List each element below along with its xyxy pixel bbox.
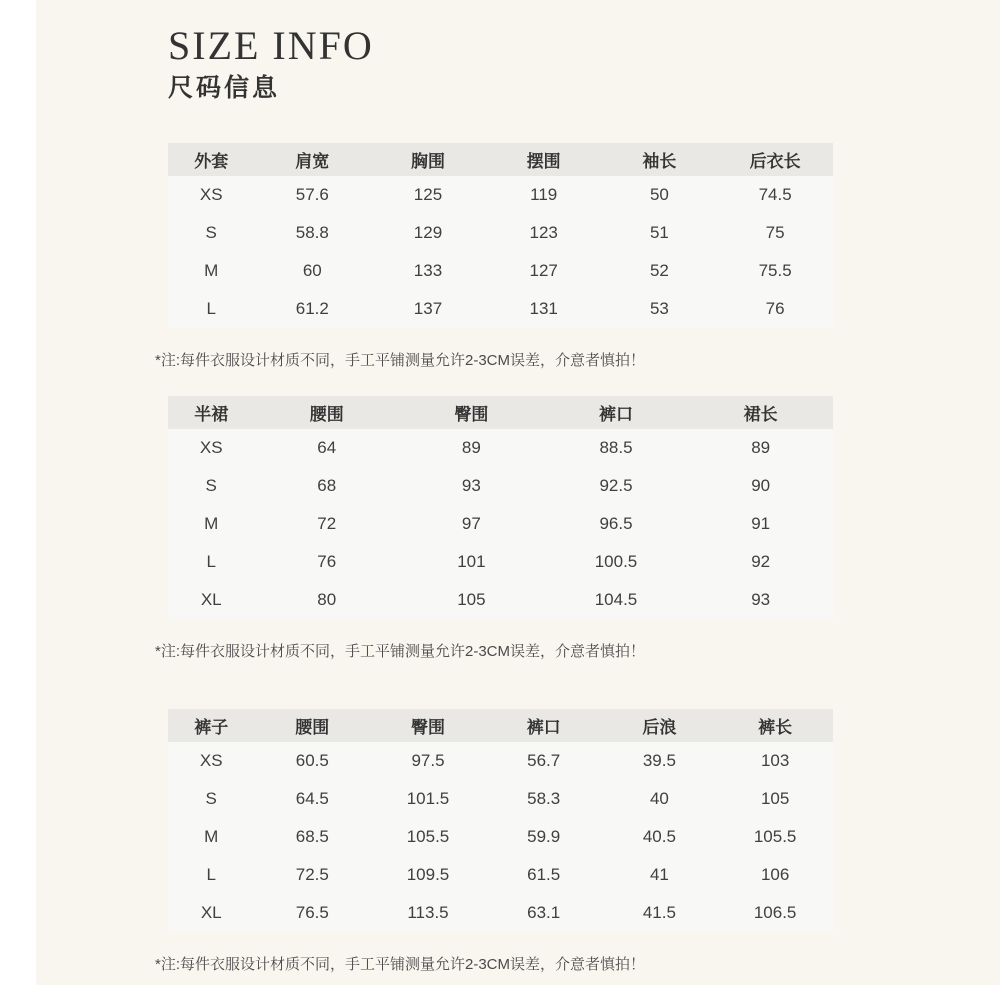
measurement-value: 68 — [317, 475, 337, 495]
size-tables-container — [155, 143, 846, 974]
table-row — [168, 894, 833, 932]
measurement-value: 58.8 — [295, 222, 329, 242]
table-row — [168, 467, 833, 505]
measurement-value: 113.5 — [407, 902, 449, 922]
size-label: L — [206, 298, 216, 318]
measurement-value: 76 — [765, 298, 785, 318]
size-info-panel — [36, 0, 1000, 985]
table-row — [168, 429, 833, 467]
measurement-value: 51 — [649, 222, 669, 242]
size-section-3 — [155, 709, 846, 974]
measurement-value: 39.5 — [642, 750, 676, 770]
measurement-value: 60.5 — [295, 750, 329, 770]
measurement-value: 96.5 — [599, 513, 633, 533]
table-row — [168, 856, 833, 894]
measurement-value: 93 — [751, 589, 771, 609]
measurement-value: 105 — [457, 589, 486, 609]
measurement-value: 92 — [751, 551, 771, 571]
measurement-value: 58.3 — [527, 788, 561, 808]
measurement-value: 63.1 — [527, 902, 561, 922]
table-head — [168, 143, 833, 176]
measurement-value: 68.5 — [295, 826, 329, 846]
measurement-value: 129 — [413, 222, 443, 242]
size-label: XS — [199, 184, 223, 204]
table-row — [168, 543, 833, 581]
measurement-value: 119 — [530, 184, 558, 204]
measurement-value: 80 — [317, 589, 337, 609]
measurement-value: 93 — [461, 475, 481, 495]
column-header: 臀围 — [454, 404, 489, 424]
measurement-note: *注:每件衣服设计材质不同，手工平铺测量允许2-3CM误差，介意者慎拍！ — [155, 955, 646, 973]
measurement-value: 75 — [765, 222, 785, 242]
measurement-value: 105 — [760, 788, 790, 808]
measurement-value: 125 — [413, 184, 443, 204]
table-body — [168, 429, 833, 619]
measurement-value: 105.5 — [406, 826, 450, 846]
column-header: 后浪 — [642, 717, 677, 737]
column-header: 裤口 — [599, 404, 633, 424]
header-row — [168, 143, 833, 176]
table-row — [168, 176, 833, 214]
measurement-value: 89 — [461, 437, 481, 457]
measurement-value: 131 — [529, 298, 558, 318]
column-header: 裤长 — [758, 717, 793, 737]
measurement-value: 106 — [760, 864, 790, 884]
measurement-value: 50 — [649, 184, 669, 204]
measurement-value: 123 — [529, 222, 558, 242]
measurement-value: 76 — [317, 551, 337, 571]
size-label: S — [205, 475, 217, 495]
size-label: XS — [199, 437, 223, 457]
measurement-value: 103 — [760, 750, 790, 770]
measurement-value: 97 — [461, 513, 481, 533]
table-head — [168, 709, 833, 742]
page-title: SIZE INFO — [168, 23, 374, 68]
measurement-value: 101 — [457, 551, 486, 571]
measurement-value: 106.5 — [753, 902, 797, 922]
measurement-value: 61.5 — [527, 864, 561, 884]
measurement-value: 104.5 — [594, 589, 638, 609]
size-label: M — [204, 260, 219, 280]
measurement-value: 91 — [751, 513, 771, 533]
measurement-value: 97.5 — [411, 750, 445, 770]
measurement-value: 57.6 — [295, 184, 329, 204]
page-subtitle: 尺码信息 — [168, 74, 281, 102]
table-row — [168, 780, 833, 818]
table-row — [168, 818, 833, 856]
measurement-value: 74.5 — [758, 184, 792, 204]
header-row — [168, 396, 833, 429]
column-header: 袖长 — [642, 151, 677, 171]
measurement-value: 72.5 — [295, 864, 329, 884]
header-row — [168, 709, 833, 742]
size-section-1 — [155, 143, 846, 370]
measurement-value: 52 — [649, 260, 669, 280]
table-row — [168, 505, 833, 543]
column-header: 外套 — [194, 151, 229, 171]
measurement-value: 92.5 — [599, 475, 633, 495]
measurement-value: 61.2 — [295, 298, 329, 318]
column-header: 腰围 — [309, 404, 344, 424]
measurement-value: 109.5 — [406, 864, 450, 884]
table-row — [168, 581, 833, 619]
size-label: S — [205, 222, 217, 242]
measurement-value: 41 — [649, 864, 669, 884]
table-row — [168, 742, 833, 780]
measurement-value: 53 — [649, 298, 669, 318]
column-header: 裤口 — [526, 717, 561, 737]
content — [36, 0, 846, 974]
measurement-value: 40 — [649, 788, 669, 808]
column-header: 裙长 — [743, 404, 778, 424]
measurement-value: 60 — [302, 260, 322, 280]
size-table-2 — [168, 396, 833, 619]
table-row — [168, 290, 833, 328]
measurement-note: *注:每件衣服设计材质不同，手工平铺测量允许2-3CM误差，介意者慎拍！ — [155, 642, 646, 660]
column-header: 胸围 — [410, 151, 445, 171]
measurement-value: 89 — [751, 437, 771, 457]
table-row — [168, 214, 833, 252]
table-row — [168, 252, 833, 290]
column-header: 摆围 — [526, 151, 561, 171]
measurement-value: 88.5 — [599, 437, 633, 457]
measurement-value: 100.5 — [594, 551, 638, 571]
size-label: M — [204, 513, 219, 533]
measurement-value: 127 — [529, 260, 558, 280]
measurement-value: 133 — [413, 260, 443, 280]
measurement-value: 105.5 — [753, 826, 797, 846]
size-label: M — [204, 826, 219, 846]
column-header: 半裙 — [194, 404, 229, 424]
measurement-value: 72 — [317, 513, 337, 533]
size-label: S — [205, 788, 217, 808]
column-header: 裤子 — [194, 717, 229, 737]
column-header: 腰围 — [295, 717, 330, 737]
measurement-value: 40.5 — [642, 826, 676, 846]
measurement-value: 75.5 — [758, 260, 792, 280]
size-section-2 — [155, 396, 846, 661]
measurement-value: 64.5 — [295, 788, 329, 808]
measurement-value: 56.7 — [527, 750, 561, 770]
column-header: 肩宽 — [295, 151, 330, 171]
measurement-value: 64 — [317, 437, 337, 457]
size-table-1 — [168, 143, 833, 328]
column-header: 臀围 — [410, 717, 445, 737]
table-head — [168, 396, 833, 429]
measurement-value: 137 — [413, 298, 443, 318]
size-label: XL — [200, 589, 222, 609]
size-label: XL — [200, 902, 222, 922]
size-label: XS — [199, 750, 223, 770]
table-body — [168, 176, 833, 328]
size-table-3 — [168, 709, 833, 932]
measurement-value: 76.5 — [295, 902, 329, 922]
size-label: L — [206, 551, 216, 571]
table-body — [168, 742, 833, 932]
measurement-note: *注:每件衣服设计材质不同，手工平铺测量允许2-3CM误差，介意者慎拍！ — [155, 351, 646, 369]
measurement-value: 41.5 — [642, 902, 676, 922]
measurement-value: 101.5 — [406, 788, 450, 808]
column-header: 后衣长 — [749, 151, 801, 171]
size-label: L — [206, 864, 216, 884]
measurement-value: 59.9 — [527, 826, 561, 846]
measurement-value: 90 — [751, 475, 771, 495]
